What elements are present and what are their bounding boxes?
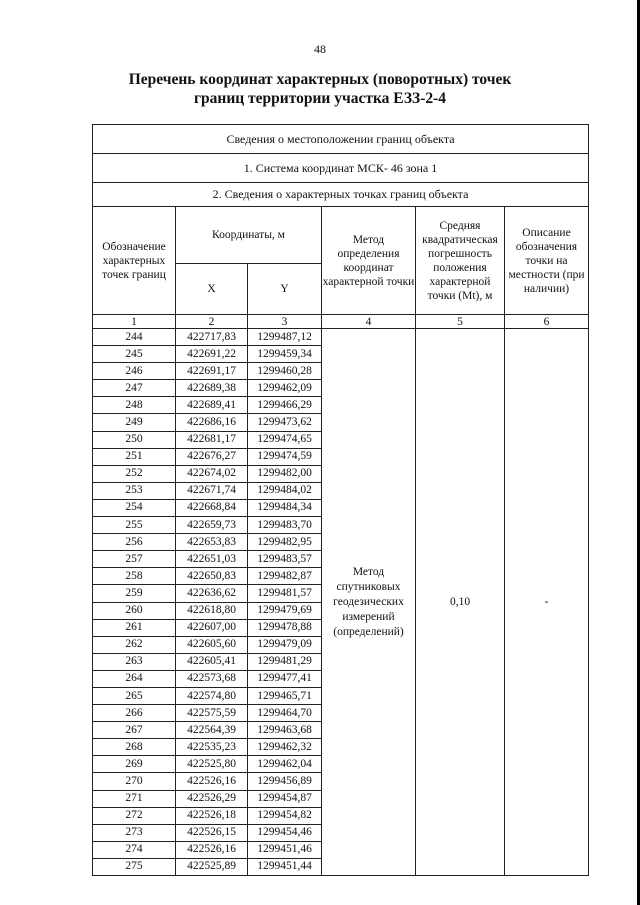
x-coordinate-cell: 422650,83 <box>176 568 248 585</box>
point-number-cell: 263 <box>93 653 176 670</box>
x-coordinate-cell: 422691,17 <box>176 363 248 380</box>
y-coordinate-cell: 1299474,59 <box>248 448 322 465</box>
column-number: 2 <box>176 315 248 329</box>
x-coordinate-cell: 422674,02 <box>176 465 248 482</box>
y-coordinate-cell: 1299478,88 <box>248 619 322 636</box>
point-number-cell: 261 <box>93 619 176 636</box>
header-x: X <box>176 264 248 315</box>
x-coordinate-cell: 422653,83 <box>176 534 248 551</box>
coordinates-table <box>92 124 589 876</box>
point-number-cell: 274 <box>93 841 176 858</box>
point-number-cell: 251 <box>93 448 176 465</box>
y-coordinate-cell: 1299454,87 <box>248 790 322 807</box>
description-cell: - <box>505 329 589 876</box>
point-number-cell: 244 <box>93 329 176 346</box>
x-coordinate-cell: 422526,16 <box>176 841 248 858</box>
x-coordinate-cell: 422605,60 <box>176 636 248 653</box>
y-coordinate-cell: 1299451,44 <box>248 858 322 875</box>
y-coordinate-cell: 1299482,00 <box>248 465 322 482</box>
section-coordinate-system: 1. Система координат МСК- 46 зона 1 <box>93 154 589 183</box>
point-number-cell: 248 <box>93 397 176 414</box>
header-point-designation: Обозначение характерных точек границ <box>93 207 176 315</box>
x-coordinate-cell: 422717,83 <box>176 329 248 346</box>
point-number-cell: 254 <box>93 499 176 516</box>
y-coordinate-cell: 1299451,46 <box>248 841 322 858</box>
point-number-cell: 257 <box>93 551 176 568</box>
x-coordinate-cell: 422689,41 <box>176 397 248 414</box>
y-coordinate-cell: 1299484,02 <box>248 482 322 499</box>
y-coordinate-cell: 1299479,69 <box>248 602 322 619</box>
column-number-row <box>93 315 589 329</box>
y-coordinate-cell: 1299473,62 <box>248 414 322 431</box>
x-coordinate-cell: 422535,23 <box>176 739 248 756</box>
x-coordinate-cell: 422525,80 <box>176 756 248 773</box>
point-number-cell: 268 <box>93 739 176 756</box>
column-number: 3 <box>248 315 322 329</box>
point-number-cell: 259 <box>93 585 176 602</box>
point-number-cell: 258 <box>93 568 176 585</box>
point-number-cell: 260 <box>93 602 176 619</box>
x-coordinate-cell: 422575,59 <box>176 705 248 722</box>
x-coordinate-cell: 422676,27 <box>176 448 248 465</box>
y-coordinate-cell: 1299483,57 <box>248 551 322 568</box>
y-coordinate-cell: 1299462,09 <box>248 380 322 397</box>
column-number: 6 <box>505 315 589 329</box>
y-coordinate-cell: 1299487,12 <box>248 329 322 346</box>
x-coordinate-cell: 422605,41 <box>176 653 248 670</box>
point-number-cell: 245 <box>93 346 176 363</box>
x-coordinate-cell: 422573,68 <box>176 670 248 687</box>
y-coordinate-cell: 1299483,70 <box>248 517 322 534</box>
y-coordinate-cell: 1299465,71 <box>248 687 322 704</box>
x-coordinate-cell: 422686,16 <box>176 414 248 431</box>
y-coordinate-cell: 1299464,70 <box>248 705 322 722</box>
title-line-2: границ территории участка ЕЗЗ-2-4 <box>193 90 447 107</box>
x-coordinate-cell: 422681,17 <box>176 431 248 448</box>
point-number-cell: 275 <box>93 858 176 875</box>
x-coordinate-cell: 422668,84 <box>176 499 248 516</box>
section-location-header: Сведения о местоположении границ объекта <box>93 125 589 154</box>
point-number-cell: 255 <box>93 517 176 534</box>
x-coordinate-cell: 422671,74 <box>176 482 248 499</box>
header-method: Метод определения координат характерной точки <box>322 207 416 315</box>
y-coordinate-cell: 1299456,89 <box>248 773 322 790</box>
point-number-cell: 249 <box>93 414 176 431</box>
x-coordinate-cell: 422526,29 <box>176 790 248 807</box>
x-coordinate-cell: 422526,15 <box>176 824 248 841</box>
y-coordinate-cell: 1299479,09 <box>248 636 322 653</box>
x-coordinate-cell: 422636,62 <box>176 585 248 602</box>
point-number-cell: 262 <box>93 636 176 653</box>
point-number-cell: 256 <box>93 534 176 551</box>
x-coordinate-cell: 422607,00 <box>176 619 248 636</box>
y-coordinate-cell: 1299462,04 <box>248 756 322 773</box>
point-number-cell: 267 <box>93 722 176 739</box>
point-number-cell: 253 <box>93 482 176 499</box>
x-coordinate-cell: 422691,22 <box>176 346 248 363</box>
y-coordinate-cell: 1299474,65 <box>248 431 322 448</box>
y-coordinate-cell: 1299459,34 <box>248 346 322 363</box>
point-number-cell: 271 <box>93 790 176 807</box>
header-y: Y <box>248 264 322 315</box>
x-coordinate-cell: 422651,03 <box>176 551 248 568</box>
column-number: 4 <box>322 315 416 329</box>
y-coordinate-cell: 1299454,82 <box>248 807 322 824</box>
header-description: Описание обозначения точки на местности (при наличии) <box>505 207 589 315</box>
y-coordinate-cell: 1299463,68 <box>248 722 322 739</box>
x-coordinate-cell: 422689,38 <box>176 380 248 397</box>
point-number-cell: 252 <box>93 465 176 482</box>
x-coordinate-cell: 422659,73 <box>176 517 248 534</box>
coordinate-rows <box>93 329 589 876</box>
column-number: 5 <box>416 315 505 329</box>
page-title <box>0 70 640 108</box>
method-cell: Метод спутниковых геодезических измерений (определений) <box>322 329 416 876</box>
x-coordinate-cell: 422526,18 <box>176 807 248 824</box>
y-coordinate-cell: 1299477,41 <box>248 670 322 687</box>
x-coordinate-cell: 422574,80 <box>176 687 248 704</box>
point-number-cell: 266 <box>93 705 176 722</box>
point-number-cell: 269 <box>93 756 176 773</box>
y-coordinate-cell: 1299466,29 <box>248 397 322 414</box>
y-coordinate-cell: 1299460,28 <box>248 363 322 380</box>
point-number-cell: 265 <box>93 687 176 704</box>
x-coordinate-cell: 422564,39 <box>176 722 248 739</box>
accuracy-cell: 0,10 <box>416 329 505 876</box>
point-number-cell: 247 <box>93 380 176 397</box>
point-number-cell: 270 <box>93 773 176 790</box>
y-coordinate-cell: 1299482,87 <box>248 568 322 585</box>
x-coordinate-cell: 422525,89 <box>176 858 248 875</box>
column-number: 1 <box>93 315 176 329</box>
y-coordinate-cell: 1299481,29 <box>248 653 322 670</box>
y-coordinate-cell: 1299484,34 <box>248 499 322 516</box>
section-points-header: 2. Сведения о характерных точках границ объекта <box>93 183 589 207</box>
x-coordinate-cell: 422618,80 <box>176 602 248 619</box>
y-coordinate-cell: 1299481,57 <box>248 585 322 602</box>
page-number: 48 <box>314 42 326 56</box>
header-accuracy: Средняя квадратическая погрешность положения характерной точки (Mt), м <box>416 207 505 315</box>
y-coordinate-cell: 1299454,46 <box>248 824 322 841</box>
header-coordinates: Координаты, м <box>176 207 322 264</box>
point-number-cell: 246 <box>93 363 176 380</box>
point-number-cell: 264 <box>93 670 176 687</box>
title-line-1: Перечень координат характерных (поворотных) точек <box>128 71 512 88</box>
point-number-cell: 273 <box>93 824 176 841</box>
y-coordinate-cell: 1299482,95 <box>248 534 322 551</box>
point-number-cell: 272 <box>93 807 176 824</box>
y-coordinate-cell: 1299462,32 <box>248 739 322 756</box>
table-row <box>93 329 589 346</box>
x-coordinate-cell: 422526,16 <box>176 773 248 790</box>
point-number-cell: 250 <box>93 431 176 448</box>
